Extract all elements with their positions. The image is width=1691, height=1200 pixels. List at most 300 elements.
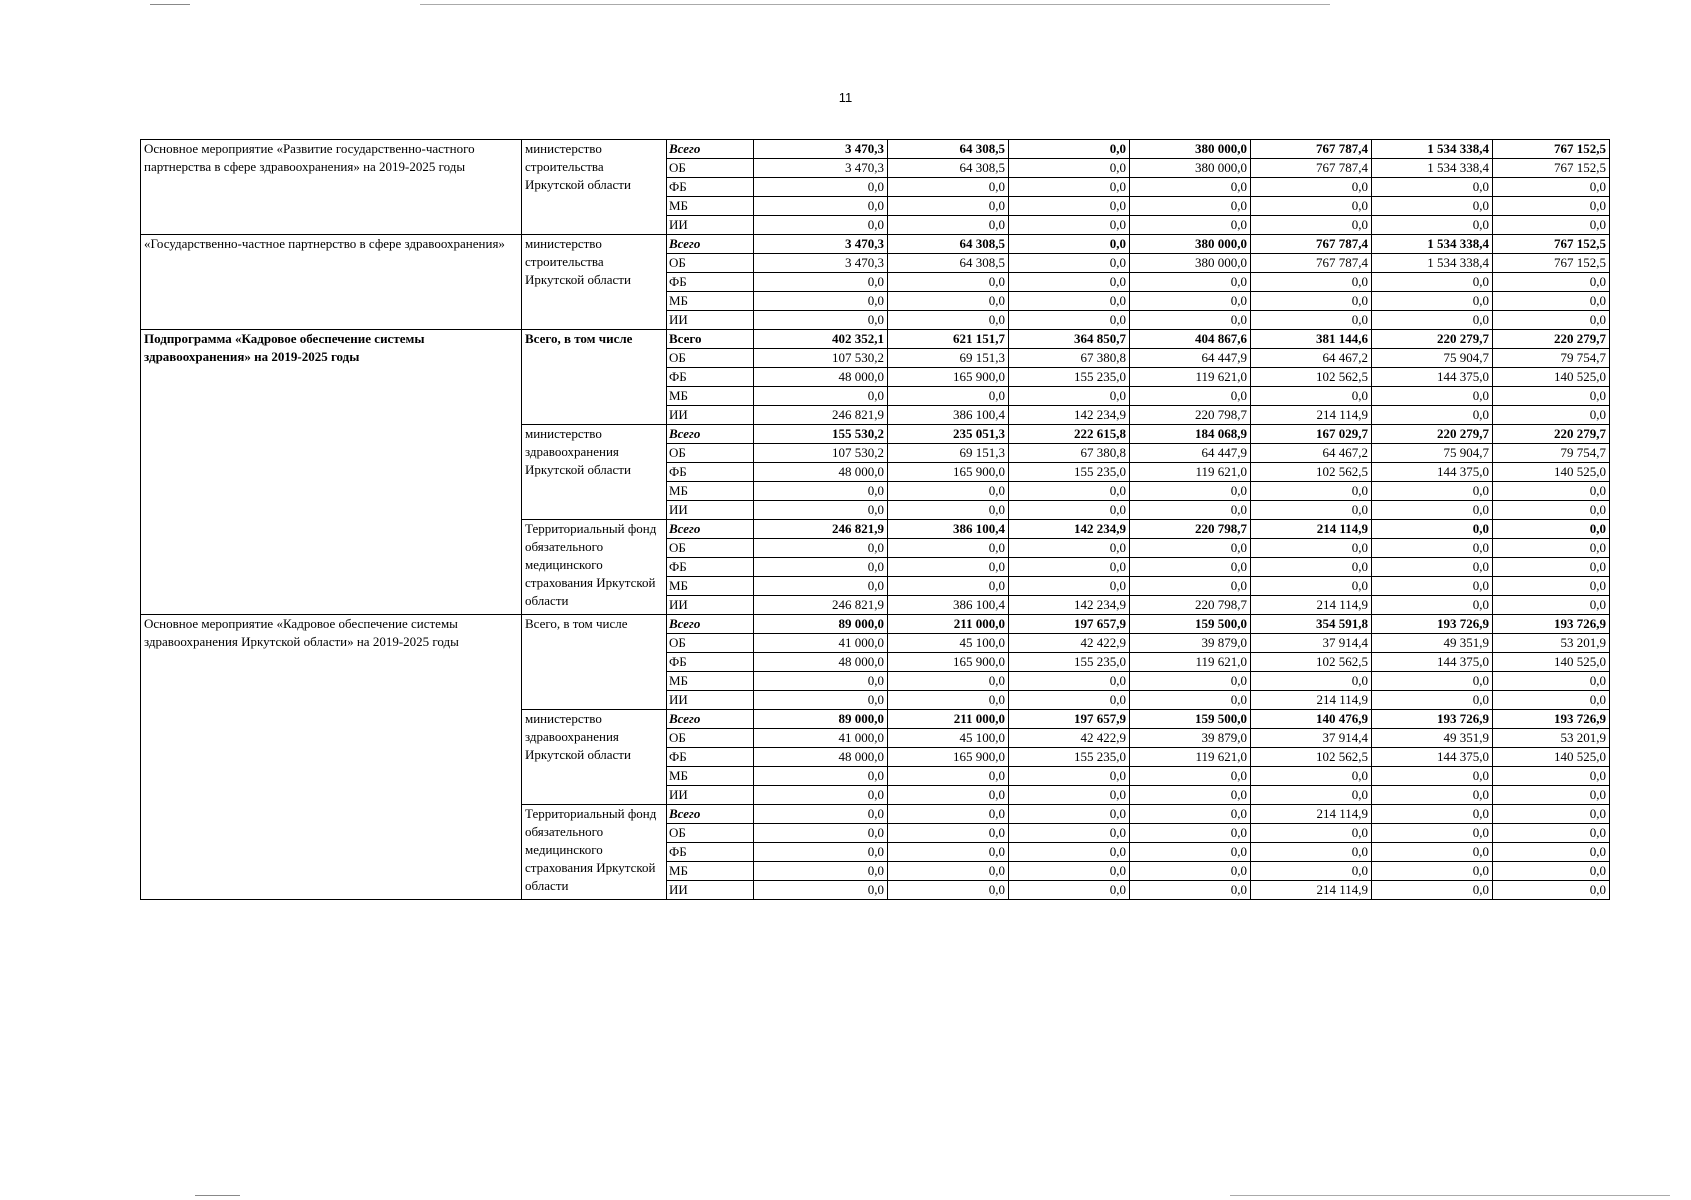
amount-cell-c2019: 402 352,1	[754, 330, 888, 349]
funding-source-cell: ОБ	[667, 254, 754, 273]
amount-cell-c2022: 0,0	[1130, 311, 1251, 330]
amount-cell-c2022: 0,0	[1130, 197, 1251, 216]
amount-cell-c2023: 354 591,8	[1251, 615, 1372, 634]
amount-cell-c2020: 0,0	[888, 767, 1009, 786]
executor-cell: министерство строительства Иркутской области	[522, 235, 667, 330]
amount-cell-c2019: 0,0	[754, 292, 888, 311]
funding-source-cell: МБ	[667, 387, 754, 406]
funding-source-cell: МБ	[667, 577, 754, 596]
amount-cell-c2019: 89 000,0	[754, 615, 888, 634]
amount-cell-c2019: 3 470,3	[754, 235, 888, 254]
funding-source-cell: МБ	[667, 197, 754, 216]
amount-cell-c2024: 193 726,9	[1372, 615, 1493, 634]
amount-cell-c2021: 0,0	[1009, 197, 1130, 216]
amount-cell-c2022: 0,0	[1130, 767, 1251, 786]
amount-cell-c2022: 0,0	[1130, 501, 1251, 520]
amount-cell-c2021: 0,0	[1009, 501, 1130, 520]
amount-cell-c2024: 0,0	[1372, 311, 1493, 330]
amount-cell-c2020: 0,0	[888, 197, 1009, 216]
funding-source-cell: ФБ	[667, 653, 754, 672]
amount-cell-c2020: 0,0	[888, 862, 1009, 881]
amount-cell-c2025: 0,0	[1493, 197, 1610, 216]
amount-cell-c2025: 220 279,7	[1493, 425, 1610, 444]
amount-cell-c2023: 767 787,4	[1251, 235, 1372, 254]
amount-cell-c2024: 0,0	[1372, 881, 1493, 900]
funding-source-cell: Всего	[667, 235, 754, 254]
funding-source-cell: ФБ	[667, 843, 754, 862]
amount-cell-c2020: 0,0	[888, 539, 1009, 558]
amount-cell-c2025: 79 754,7	[1493, 349, 1610, 368]
amount-cell-c2025: 767 152,5	[1493, 254, 1610, 273]
amount-cell-c2020: 211 000,0	[888, 710, 1009, 729]
amount-cell-c2019: 0,0	[754, 216, 888, 235]
amount-cell-c2021: 155 235,0	[1009, 463, 1130, 482]
amount-cell-c2019: 3 470,3	[754, 254, 888, 273]
amount-cell-c2019: 41 000,0	[754, 729, 888, 748]
funding-source-cell: ОБ	[667, 159, 754, 178]
amount-cell-c2023: 64 467,2	[1251, 444, 1372, 463]
funding-source-cell: ФБ	[667, 178, 754, 197]
amount-cell-c2023: 102 562,5	[1251, 653, 1372, 672]
amount-cell-c2023: 767 787,4	[1251, 254, 1372, 273]
amount-cell-c2019: 0,0	[754, 805, 888, 824]
amount-cell-c2019: 0,0	[754, 539, 888, 558]
amount-cell-c2022: 0,0	[1130, 786, 1251, 805]
amount-cell-c2023: 0,0	[1251, 273, 1372, 292]
amount-cell-c2019: 0,0	[754, 501, 888, 520]
table-row	[141, 140, 1610, 159]
amount-cell-c2023: 64 467,2	[1251, 349, 1372, 368]
amount-cell-c2020: 165 900,0	[888, 653, 1009, 672]
amount-cell-c2025: 53 201,9	[1493, 634, 1610, 653]
amount-cell-c2025: 140 525,0	[1493, 748, 1610, 767]
amount-cell-c2020: 0,0	[888, 786, 1009, 805]
amount-cell-c2021: 42 422,9	[1009, 729, 1130, 748]
amount-cell-c2024: 220 279,7	[1372, 330, 1493, 349]
amount-cell-c2024: 1 534 338,4	[1372, 159, 1493, 178]
amount-cell-c2019: 0,0	[754, 178, 888, 197]
amount-cell-c2022: 119 621,0	[1130, 653, 1251, 672]
funding-source-cell: ОБ	[667, 444, 754, 463]
amount-cell-c2023: 214 114,9	[1251, 406, 1372, 425]
amount-cell-c2023: 214 114,9	[1251, 596, 1372, 615]
amount-cell-c2019: 0,0	[754, 197, 888, 216]
amount-cell-c2019: 0,0	[754, 558, 888, 577]
amount-cell-c2022: 119 621,0	[1130, 368, 1251, 387]
table-row	[141, 235, 1610, 254]
funding-source-cell: ИИ	[667, 596, 754, 615]
amount-cell-c2023: 37 914,4	[1251, 634, 1372, 653]
funding-source-cell: МБ	[667, 482, 754, 501]
amount-cell-c2020: 64 308,5	[888, 140, 1009, 159]
amount-cell-c2024: 49 351,9	[1372, 729, 1493, 748]
amount-cell-c2019: 48 000,0	[754, 463, 888, 482]
amount-cell-c2023: 102 562,5	[1251, 463, 1372, 482]
amount-cell-c2020: 0,0	[888, 824, 1009, 843]
amount-cell-c2020: 0,0	[888, 691, 1009, 710]
amount-cell-c2020: 0,0	[888, 482, 1009, 501]
amount-cell-c2025: 0,0	[1493, 311, 1610, 330]
amount-cell-c2021: 0,0	[1009, 140, 1130, 159]
amount-cell-c2021: 0,0	[1009, 482, 1130, 501]
amount-cell-c2021: 0,0	[1009, 577, 1130, 596]
funding-source-cell: ОБ	[667, 824, 754, 843]
amount-cell-c2022: 380 000,0	[1130, 235, 1251, 254]
amount-cell-c2020: 211 000,0	[888, 615, 1009, 634]
amount-cell-c2022: 404 867,6	[1130, 330, 1251, 349]
amount-cell-c2025: 0,0	[1493, 767, 1610, 786]
amount-cell-c2024: 0,0	[1372, 805, 1493, 824]
amount-cell-c2025: 79 754,7	[1493, 444, 1610, 463]
amount-cell-c2022: 159 500,0	[1130, 615, 1251, 634]
amount-cell-c2023: 214 114,9	[1251, 691, 1372, 710]
amount-cell-c2021: 0,0	[1009, 558, 1130, 577]
amount-cell-c2021: 0,0	[1009, 387, 1130, 406]
amount-cell-c2024: 0,0	[1372, 691, 1493, 710]
amount-cell-c2020: 64 308,5	[888, 235, 1009, 254]
amount-cell-c2023: 0,0	[1251, 577, 1372, 596]
funding-source-cell: ОБ	[667, 539, 754, 558]
amount-cell-c2021: 0,0	[1009, 216, 1130, 235]
amount-cell-c2024: 0,0	[1372, 406, 1493, 425]
amount-cell-c2020: 0,0	[888, 178, 1009, 197]
amount-cell-c2022: 0,0	[1130, 387, 1251, 406]
executor-cell: Территориальный фонд обязательного медицинского страхования Иркутской области	[522, 805, 667, 900]
amount-cell-c2019: 89 000,0	[754, 710, 888, 729]
amount-cell-c2020: 69 151,3	[888, 444, 1009, 463]
amount-cell-c2022: 0,0	[1130, 881, 1251, 900]
amount-cell-c2022: 119 621,0	[1130, 463, 1251, 482]
amount-cell-c2024: 0,0	[1372, 843, 1493, 862]
amount-cell-c2025: 767 152,5	[1493, 140, 1610, 159]
amount-cell-c2022: 0,0	[1130, 178, 1251, 197]
amount-cell-c2021: 67 380,8	[1009, 349, 1130, 368]
amount-cell-c2025: 0,0	[1493, 577, 1610, 596]
amount-cell-c2022: 0,0	[1130, 482, 1251, 501]
funding-source-cell: ИИ	[667, 216, 754, 235]
amount-cell-c2024: 1 534 338,4	[1372, 140, 1493, 159]
amount-cell-c2020: 0,0	[888, 881, 1009, 900]
amount-cell-c2022: 220 798,7	[1130, 406, 1251, 425]
amount-cell-c2020: 165 900,0	[888, 463, 1009, 482]
funding-source-cell: Всего	[667, 330, 754, 349]
amount-cell-c2024: 0,0	[1372, 501, 1493, 520]
amount-cell-c2021: 0,0	[1009, 254, 1130, 273]
amount-cell-c2022: 0,0	[1130, 292, 1251, 311]
amount-cell-c2024: 0,0	[1372, 558, 1493, 577]
amount-cell-c2024: 0,0	[1372, 387, 1493, 406]
amount-cell-c2023: 381 144,6	[1251, 330, 1372, 349]
amount-cell-c2024: 144 375,0	[1372, 463, 1493, 482]
amount-cell-c2021: 0,0	[1009, 235, 1130, 254]
amount-cell-c2024: 0,0	[1372, 273, 1493, 292]
funding-source-cell: ИИ	[667, 691, 754, 710]
amount-cell-c2020: 45 100,0	[888, 729, 1009, 748]
amount-cell-c2021: 155 235,0	[1009, 748, 1130, 767]
amount-cell-c2025: 0,0	[1493, 406, 1610, 425]
amount-cell-c2022: 39 879,0	[1130, 729, 1251, 748]
amount-cell-c2019: 0,0	[754, 482, 888, 501]
amount-cell-c2019: 0,0	[754, 273, 888, 292]
amount-cell-c2019: 48 000,0	[754, 653, 888, 672]
amount-cell-c2025: 0,0	[1493, 691, 1610, 710]
amount-cell-c2019: 246 821,9	[754, 520, 888, 539]
amount-cell-c2019: 0,0	[754, 672, 888, 691]
amount-cell-c2025: 0,0	[1493, 881, 1610, 900]
amount-cell-c2020: 386 100,4	[888, 596, 1009, 615]
amount-cell-c2019: 0,0	[754, 387, 888, 406]
budget-table	[140, 139, 1610, 900]
amount-cell-c2023: 767 787,4	[1251, 140, 1372, 159]
amount-cell-c2025: 0,0	[1493, 520, 1610, 539]
amount-cell-c2025: 0,0	[1493, 387, 1610, 406]
amount-cell-c2025: 0,0	[1493, 672, 1610, 691]
funding-source-cell: ИИ	[667, 311, 754, 330]
amount-cell-c2022: 380 000,0	[1130, 159, 1251, 178]
amount-cell-c2024: 0,0	[1372, 672, 1493, 691]
amount-cell-c2023: 0,0	[1251, 539, 1372, 558]
program-name-cell: «Государственно-частное партнерство в сфере здравоохранения»	[141, 235, 522, 330]
page-number: 11	[838, 90, 853, 105]
amount-cell-c2025: 0,0	[1493, 786, 1610, 805]
amount-cell-c2019: 41 000,0	[754, 634, 888, 653]
amount-cell-c2019: 0,0	[754, 786, 888, 805]
amount-cell-c2021: 364 850,7	[1009, 330, 1130, 349]
amount-cell-c2021: 0,0	[1009, 805, 1130, 824]
funding-source-cell: Всего	[667, 425, 754, 444]
funding-source-cell: ИИ	[667, 406, 754, 425]
amount-cell-c2022: 0,0	[1130, 672, 1251, 691]
amount-cell-c2021: 0,0	[1009, 767, 1130, 786]
scan-artifact-line	[1230, 1195, 1670, 1196]
funding-source-cell: МБ	[667, 292, 754, 311]
amount-cell-c2020: 0,0	[888, 577, 1009, 596]
executor-cell: Всего, в том числе	[522, 615, 667, 710]
amount-cell-c2025: 0,0	[1493, 596, 1610, 615]
amount-cell-c2021: 42 422,9	[1009, 634, 1130, 653]
amount-cell-c2020: 45 100,0	[888, 634, 1009, 653]
funding-source-cell: ОБ	[667, 349, 754, 368]
amount-cell-c2021: 0,0	[1009, 273, 1130, 292]
funding-source-cell: МБ	[667, 672, 754, 691]
amount-cell-c2021: 0,0	[1009, 311, 1130, 330]
funding-source-cell: Всего	[667, 140, 754, 159]
executor-cell: министерство здравоохранения Иркутской области	[522, 425, 667, 520]
scan-artifact-line	[195, 1195, 240, 1196]
amount-cell-c2024: 144 375,0	[1372, 653, 1493, 672]
amount-cell-c2025: 0,0	[1493, 862, 1610, 881]
amount-cell-c2019: 0,0	[754, 577, 888, 596]
funding-source-cell: ОБ	[667, 634, 754, 653]
amount-cell-c2025: 0,0	[1493, 501, 1610, 520]
amount-cell-c2022: 0,0	[1130, 862, 1251, 881]
amount-cell-c2020: 165 900,0	[888, 748, 1009, 767]
amount-cell-c2019: 0,0	[754, 691, 888, 710]
amount-cell-c2022: 380 000,0	[1130, 254, 1251, 273]
amount-cell-c2023: 0,0	[1251, 216, 1372, 235]
amount-cell-c2024: 0,0	[1372, 786, 1493, 805]
amount-cell-c2024: 49 351,9	[1372, 634, 1493, 653]
scan-artifact-line	[150, 4, 190, 5]
amount-cell-c2024: 0,0	[1372, 862, 1493, 881]
amount-cell-c2023: 0,0	[1251, 197, 1372, 216]
amount-cell-c2021: 0,0	[1009, 539, 1130, 558]
amount-cell-c2020: 0,0	[888, 843, 1009, 862]
amount-cell-c2025: 0,0	[1493, 292, 1610, 311]
amount-cell-c2021: 0,0	[1009, 843, 1130, 862]
amount-cell-c2023: 102 562,5	[1251, 368, 1372, 387]
amount-cell-c2021: 155 235,0	[1009, 368, 1130, 387]
amount-cell-c2021: 0,0	[1009, 292, 1130, 311]
amount-cell-c2023: 0,0	[1251, 178, 1372, 197]
amount-cell-c2022: 184 068,9	[1130, 425, 1251, 444]
amount-cell-c2020: 0,0	[888, 311, 1009, 330]
amount-cell-c2023: 0,0	[1251, 862, 1372, 881]
amount-cell-c2020: 0,0	[888, 292, 1009, 311]
amount-cell-c2024: 1 534 338,4	[1372, 254, 1493, 273]
amount-cell-c2023: 214 114,9	[1251, 881, 1372, 900]
amount-cell-c2019: 246 821,9	[754, 406, 888, 425]
amount-cell-c2023: 140 476,9	[1251, 710, 1372, 729]
amount-cell-c2021: 222 615,8	[1009, 425, 1130, 444]
amount-cell-c2025: 140 525,0	[1493, 368, 1610, 387]
funding-source-cell: ФБ	[667, 273, 754, 292]
funding-source-cell: Всего	[667, 615, 754, 634]
amount-cell-c2023: 0,0	[1251, 843, 1372, 862]
executor-cell: Территориальный фонд обязательного медицинского страхования Иркутской области	[522, 520, 667, 615]
amount-cell-c2022: 380 000,0	[1130, 140, 1251, 159]
amount-cell-c2023: 0,0	[1251, 501, 1372, 520]
amount-cell-c2025: 193 726,9	[1493, 615, 1610, 634]
amount-cell-c2023: 0,0	[1251, 311, 1372, 330]
amount-cell-c2021: 67 380,8	[1009, 444, 1130, 463]
executor-cell: министерство строительства Иркутской области	[522, 140, 667, 235]
amount-cell-c2024: 144 375,0	[1372, 748, 1493, 767]
program-name-cell: Основное мероприятие «Развитие государственно-частного партнерства в сфере здравоохранения» на 2019-2025 годы	[141, 140, 522, 235]
amount-cell-c2021: 0,0	[1009, 786, 1130, 805]
amount-cell-c2020: 69 151,3	[888, 349, 1009, 368]
amount-cell-c2025: 767 152,5	[1493, 235, 1610, 254]
amount-cell-c2019: 0,0	[754, 862, 888, 881]
amount-cell-c2023: 0,0	[1251, 672, 1372, 691]
amount-cell-c2025: 0,0	[1493, 178, 1610, 197]
amount-cell-c2025: 140 525,0	[1493, 653, 1610, 672]
amount-cell-c2021: 155 235,0	[1009, 653, 1130, 672]
amount-cell-c2021: 197 657,9	[1009, 615, 1130, 634]
amount-cell-c2025: 140 525,0	[1493, 463, 1610, 482]
amount-cell-c2020: 0,0	[888, 501, 1009, 520]
amount-cell-c2025: 220 279,7	[1493, 330, 1610, 349]
amount-cell-c2024: 75 904,7	[1372, 349, 1493, 368]
amount-cell-c2024: 75 904,7	[1372, 444, 1493, 463]
program-name-cell: Основное мероприятие «Кадровое обеспечение системы здравоохранения Иркутской области» на 2019-2025 годы	[141, 615, 522, 900]
amount-cell-c2020: 386 100,4	[888, 406, 1009, 425]
amount-cell-c2020: 621 151,7	[888, 330, 1009, 349]
amount-cell-c2024: 0,0	[1372, 197, 1493, 216]
amount-cell-c2023: 214 114,9	[1251, 520, 1372, 539]
amount-cell-c2025: 0,0	[1493, 216, 1610, 235]
amount-cell-c2024: 144 375,0	[1372, 368, 1493, 387]
funding-source-cell: Всего	[667, 710, 754, 729]
amount-cell-c2020: 0,0	[888, 805, 1009, 824]
funding-source-cell: МБ	[667, 767, 754, 786]
amount-cell-c2024: 0,0	[1372, 482, 1493, 501]
amount-cell-c2020: 0,0	[888, 273, 1009, 292]
amount-cell-c2019: 107 530,2	[754, 349, 888, 368]
amount-cell-c2019: 107 530,2	[754, 444, 888, 463]
amount-cell-c2022: 64 447,9	[1130, 444, 1251, 463]
amount-cell-c2024: 1 534 338,4	[1372, 235, 1493, 254]
amount-cell-c2021: 0,0	[1009, 178, 1130, 197]
amount-cell-c2025: 0,0	[1493, 273, 1610, 292]
amount-cell-c2019: 0,0	[754, 881, 888, 900]
funding-source-cell: МБ	[667, 862, 754, 881]
funding-source-cell: ИИ	[667, 881, 754, 900]
amount-cell-c2025: 0,0	[1493, 539, 1610, 558]
amount-cell-c2020: 64 308,5	[888, 159, 1009, 178]
amount-cell-c2023: 0,0	[1251, 292, 1372, 311]
table-row	[141, 615, 1610, 634]
amount-cell-c2023: 0,0	[1251, 387, 1372, 406]
amount-cell-c2024: 0,0	[1372, 824, 1493, 843]
amount-cell-c2021: 142 234,9	[1009, 520, 1130, 539]
amount-cell-c2022: 0,0	[1130, 805, 1251, 824]
amount-cell-c2019: 0,0	[754, 767, 888, 786]
amount-cell-c2025: 0,0	[1493, 558, 1610, 577]
amount-cell-c2021: 197 657,9	[1009, 710, 1130, 729]
amount-cell-c2024: 220 279,7	[1372, 425, 1493, 444]
amount-cell-c2024: 0,0	[1372, 539, 1493, 558]
budget-table-body	[141, 140, 1610, 900]
amount-cell-c2023: 0,0	[1251, 786, 1372, 805]
amount-cell-c2019: 0,0	[754, 843, 888, 862]
amount-cell-c2023: 37 914,4	[1251, 729, 1372, 748]
amount-cell-c2022: 0,0	[1130, 273, 1251, 292]
amount-cell-c2020: 64 308,5	[888, 254, 1009, 273]
amount-cell-c2022: 0,0	[1130, 216, 1251, 235]
amount-cell-c2020: 235 051,3	[888, 425, 1009, 444]
amount-cell-c2022: 39 879,0	[1130, 634, 1251, 653]
amount-cell-c2024: 0,0	[1372, 178, 1493, 197]
executor-cell: министерство здравоохранения Иркутской области	[522, 710, 667, 805]
amount-cell-c2024: 0,0	[1372, 596, 1493, 615]
amount-cell-c2025: 53 201,9	[1493, 729, 1610, 748]
amount-cell-c2022: 0,0	[1130, 691, 1251, 710]
amount-cell-c2025: 0,0	[1493, 824, 1610, 843]
amount-cell-c2023: 0,0	[1251, 558, 1372, 577]
program-name-cell: Подпрограмма «Кадровое обеспечение системы здравоохранения» на 2019-2025 годы	[141, 330, 522, 615]
funding-source-cell: ФБ	[667, 463, 754, 482]
amount-cell-c2019: 0,0	[754, 311, 888, 330]
amount-cell-c2023: 0,0	[1251, 824, 1372, 843]
amount-cell-c2022: 0,0	[1130, 843, 1251, 862]
amount-cell-c2024: 193 726,9	[1372, 710, 1493, 729]
amount-cell-c2020: 0,0	[888, 672, 1009, 691]
amount-cell-c2021: 0,0	[1009, 672, 1130, 691]
amount-cell-c2024: 0,0	[1372, 767, 1493, 786]
amount-cell-c2022: 0,0	[1130, 558, 1251, 577]
amount-cell-c2021: 142 234,9	[1009, 406, 1130, 425]
amount-cell-c2023: 167 029,7	[1251, 425, 1372, 444]
amount-cell-c2021: 0,0	[1009, 691, 1130, 710]
table-row	[141, 330, 1610, 349]
amount-cell-c2021: 0,0	[1009, 881, 1130, 900]
amount-cell-c2022: 119 621,0	[1130, 748, 1251, 767]
funding-source-cell: ФБ	[667, 558, 754, 577]
amount-cell-c2022: 220 798,7	[1130, 520, 1251, 539]
amount-cell-c2022: 0,0	[1130, 577, 1251, 596]
amount-cell-c2021: 0,0	[1009, 862, 1130, 881]
